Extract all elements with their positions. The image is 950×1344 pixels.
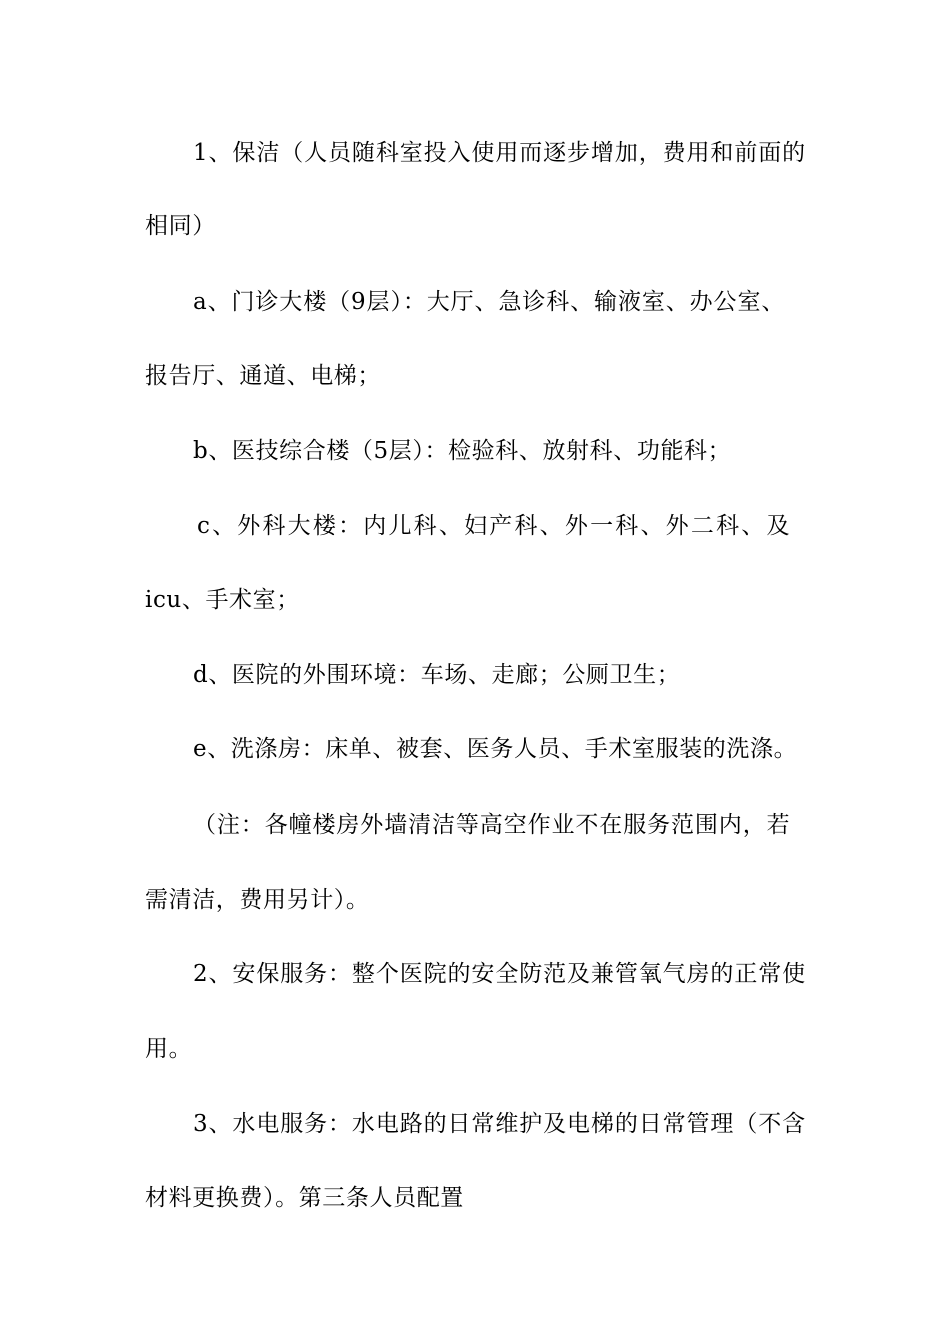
paragraph-utilities-line-1: 3、水电服务：水电路的日常维护及电梯的日常管理（不含 (193, 1111, 807, 1137)
item-a-line-2: 报告厅、通道、电梯； (145, 363, 381, 389)
paragraph-security-line-2: 用。 (145, 1036, 193, 1062)
item-b: b、医技综合楼（5层）：检验科、放射科、功能科； (193, 438, 732, 464)
paragraph-cleaning-line-2: 相同） (145, 213, 216, 239)
item-c-line-1: c、外科大楼：内儿科、妇产科、外一科、外二科、及 (197, 513, 792, 539)
paragraph-utilities-line-2: 材料更换费）。第三条人员配置 (145, 1185, 464, 1211)
paragraph-cleaning-line-1: 1、保洁（人员随科室投入使用而逐步增加，费用和前面的 (193, 140, 807, 166)
note-line-2: 需清洁，费用另计）。 (145, 887, 370, 913)
item-c-line-2: icu、手术室； (145, 587, 300, 613)
item-a-line-1: a、门诊大楼（9层）：大厅、急诊科、输液室、办公室、 (193, 289, 786, 315)
note-line-1: （注：各幢楼房外墙清洁等高空作业不在服务范围内，若 (193, 812, 791, 838)
item-e: e、洗涤房：床单、被套、医务人员、手术室服装的洗涤。 (193, 736, 798, 762)
paragraph-security-line-1: 2、安保服务：整个医院的安全防范及兼管氧气房的正常使 (193, 961, 807, 987)
item-d: d、医院的外围环境：车场、走廊；公厕卫生； (193, 662, 681, 688)
